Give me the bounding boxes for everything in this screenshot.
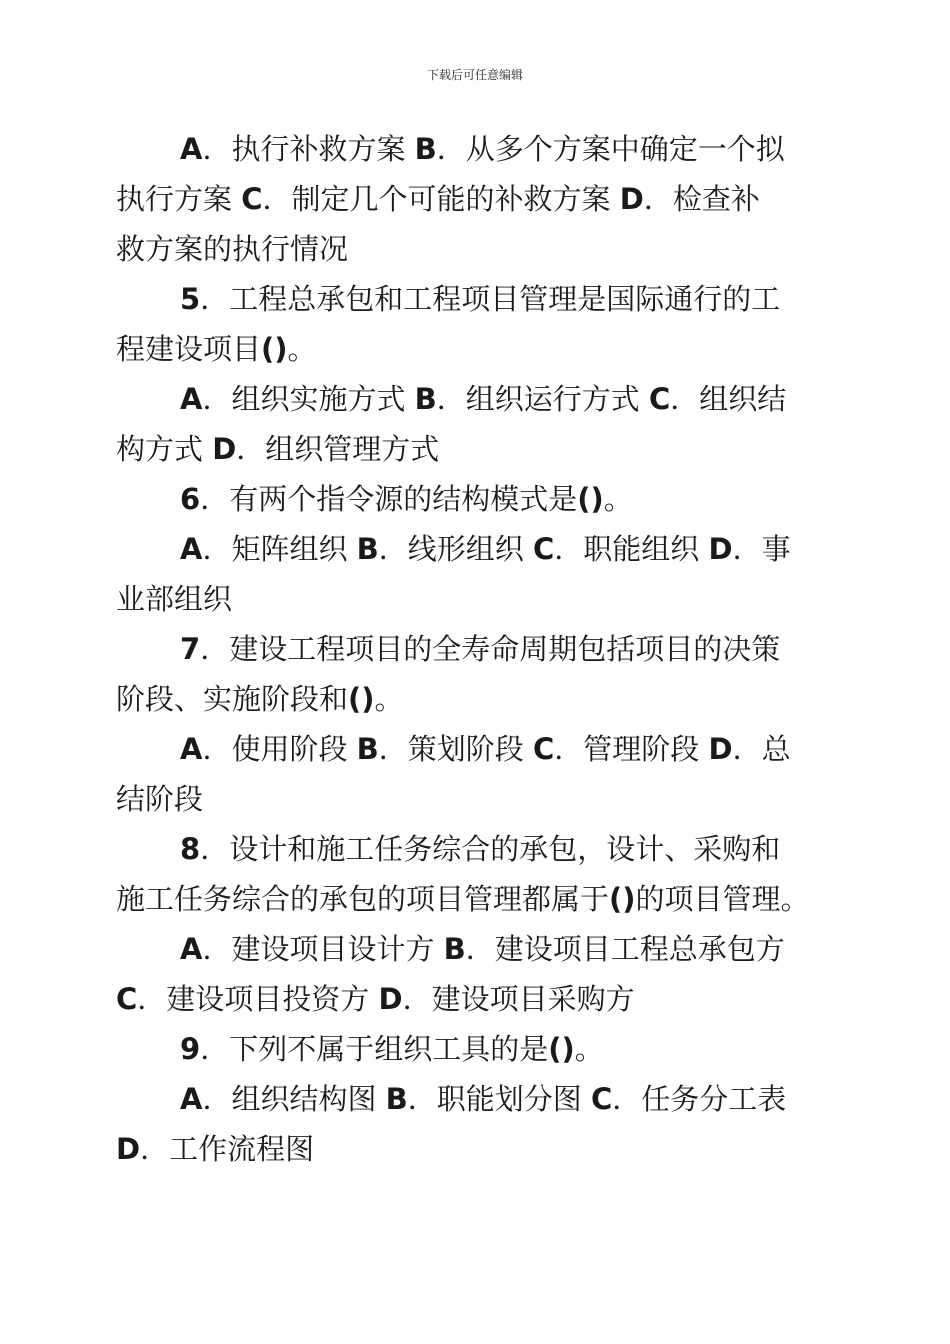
- text-line: A．执行补救方案 B．从多个方案中确定一个拟: [180, 132, 785, 166]
- text-line: 结阶段: [116, 782, 204, 816]
- answer-options-6: [116, 524, 896, 624]
- question-6: [116, 474, 896, 524]
- question-7: [116, 624, 896, 724]
- page-header: 下载后可任意编辑: [426, 68, 523, 82]
- text-line: 业部组织: [116, 582, 233, 616]
- text-line: 程建设项目()。: [116, 332, 317, 366]
- text-line: D．工作流程图: [116, 1132, 315, 1166]
- answer-options-4: [116, 124, 896, 274]
- text-line: A．组织结构图 B．职能划分图 C．任务分工表: [180, 1082, 787, 1116]
- answer-options-7: [116, 724, 896, 824]
- answer-options-8: [116, 924, 896, 1024]
- question-8: [116, 824, 896, 924]
- question-9: [116, 1024, 896, 1074]
- document-body: [116, 124, 896, 1174]
- answer-options-5: [116, 374, 896, 474]
- text-line: 执行方案 C．制定几个可能的补救方案 D．检查补: [116, 182, 760, 216]
- text-line: A．建设项目设计方 B．建设项目工程总承包方: [180, 932, 785, 966]
- text-line: A．使用阶段 B．策划阶段 C．管理阶段 D．总: [180, 732, 791, 766]
- text-line: 6．有两个指令源的结构模式是()。: [180, 482, 633, 516]
- text-line: 8．设计和施工任务综合的承包，设计、采购和: [180, 832, 781, 866]
- text-line: 5．工程总承包和工程项目管理是国际通行的工: [180, 282, 781, 316]
- text-line: 施工任务综合的承包的项目管理都属于()的项目管理。: [116, 882, 810, 916]
- text-line: 阶段、实施阶段和()。: [116, 682, 404, 716]
- text-line: 构方式 D．组织管理方式: [116, 432, 440, 466]
- text-line: A．矩阵组织 B．线形组织 C．职能组织 D．事: [180, 532, 791, 566]
- text-line: 7．建设工程项目的全寿命周期包括项目的决策: [180, 632, 781, 666]
- text-line: 9．下列不属于组织工具的是()。: [180, 1032, 604, 1066]
- text-line: C．建设项目投资方 D．建设项目采购方: [116, 982, 635, 1016]
- answer-options-9: [116, 1074, 896, 1174]
- question-5: [116, 274, 896, 374]
- text-line: A．组织实施方式 B．组织运行方式 C．组织结: [180, 382, 787, 416]
- text-line: 救方案的执行情况: [116, 232, 349, 266]
